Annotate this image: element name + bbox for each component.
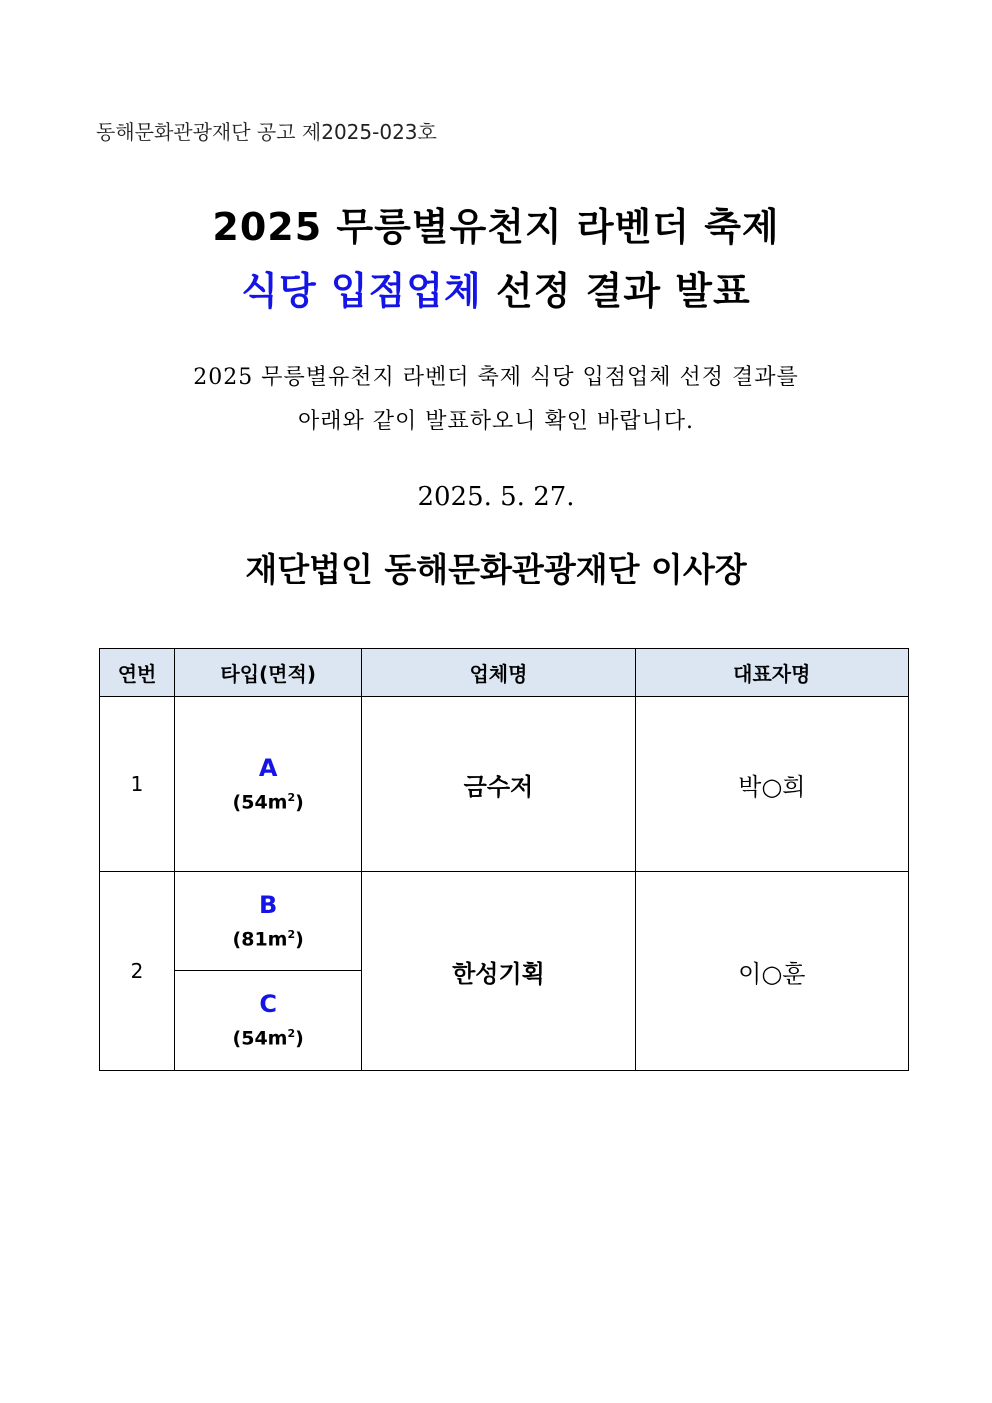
- result-table: [99, 648, 909, 1071]
- body-line-1: 2025 무릉별유천지 라벤더 축제 식당 입점업체 선정 결과를: [193, 365, 799, 390]
- title-rest: 선정 결과 발표: [481, 269, 751, 313]
- title-line-2: [0, 260, 992, 315]
- type-area: $(81m^2)$: [232, 927, 304, 951]
- type-area: $(54m^2)$: [232, 1027, 304, 1050]
- announcement-date: 2025. 5. 27.: [417, 482, 575, 512]
- body-line-2: 아래와 같이 발표하오니 확인 바랍니다.: [298, 409, 694, 434]
- title-highlight: 식당 입점업체: [241, 269, 482, 313]
- type-cell: [175, 872, 362, 971]
- type-cell: [175, 697, 362, 872]
- notice-number: 동해문화관광재단 공고 제2025-023호: [96, 120, 437, 144]
- header-representative: 대표자명: [635, 649, 908, 697]
- type-area: $(54m^2)$: [232, 790, 304, 814]
- table-row: [100, 872, 909, 971]
- header-company: 업체명: [362, 649, 635, 697]
- table-row: [100, 697, 909, 872]
- header-number: 연번: [100, 649, 175, 697]
- type-cell: [175, 971, 362, 1071]
- issuer: 재단법인 동해문화관광재단 이사장: [245, 550, 747, 589]
- row-number: 1: [100, 697, 175, 872]
- table-header-row: [100, 649, 909, 697]
- representative-name: 박○희: [635, 697, 908, 872]
- row-number: 2: [100, 872, 175, 1071]
- company-name: 한성기획: [362, 872, 635, 1071]
- type-letter: C: [259, 990, 277, 1019]
- representative-name: 이○훈: [635, 872, 908, 1071]
- company-name: 금수저: [362, 697, 635, 872]
- header-type: 타입(면적): [175, 649, 362, 697]
- type-letter: A: [258, 753, 278, 782]
- type-letter: B: [259, 890, 278, 919]
- title-line-1: 2025 무릉별유천지 라벤더 축제: [212, 205, 780, 249]
